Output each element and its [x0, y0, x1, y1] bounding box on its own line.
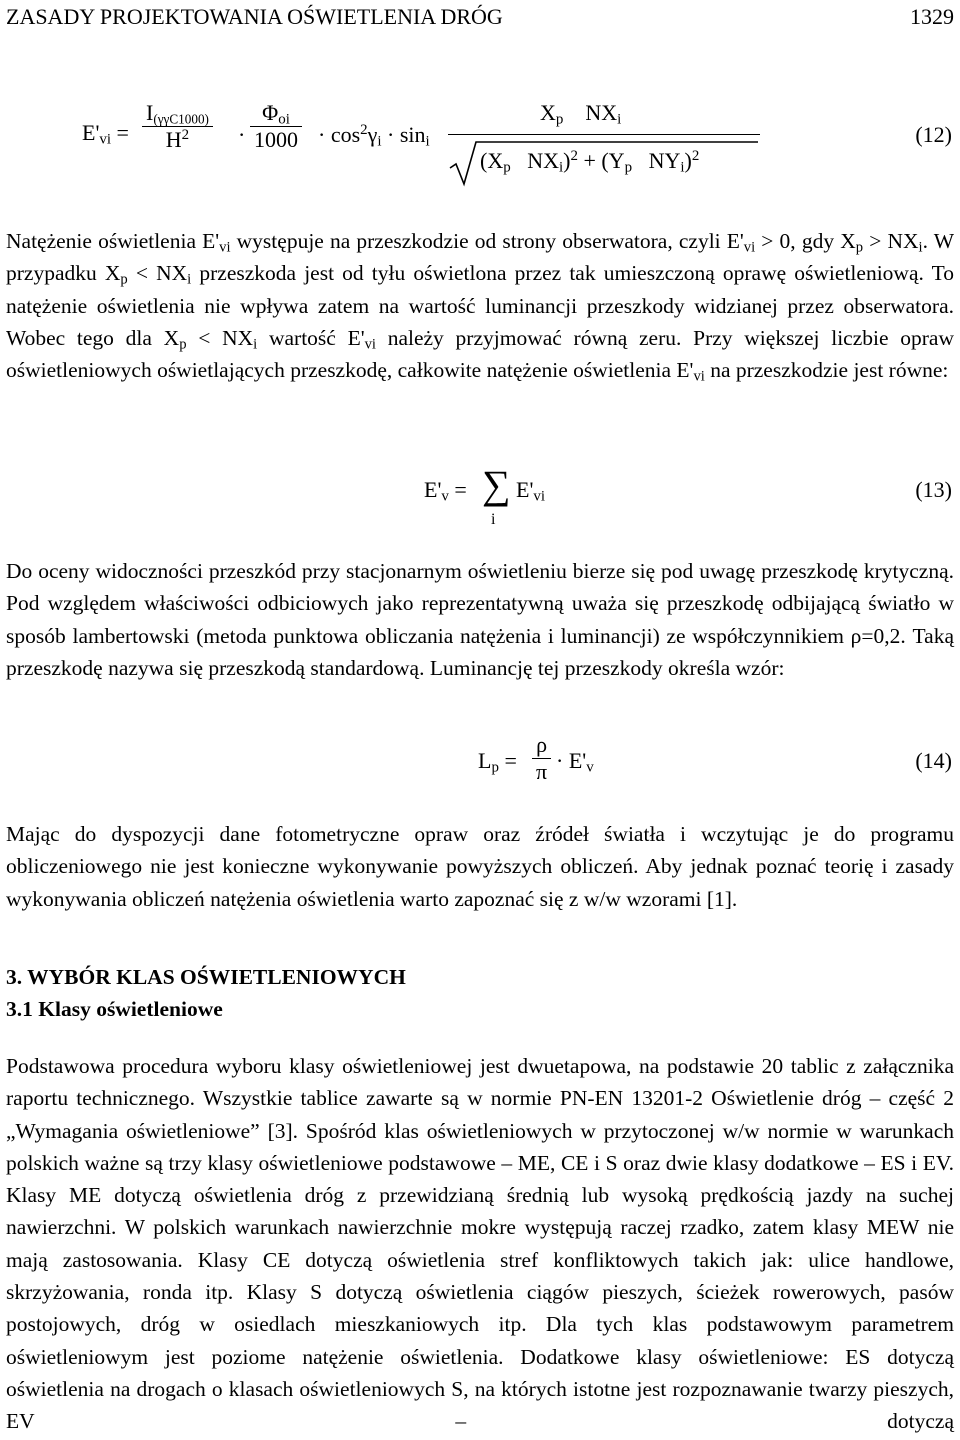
equation-number-14: (14): [915, 748, 952, 773]
equation-14: [0, 728, 960, 798]
equation-13: [0, 462, 960, 535]
eq12-fraction-bar: [448, 134, 760, 135]
paragraph-4: Podstawowa procedura wyboru klasy oświetleniowej jest dwuetapowa, na podstawie 20 tablic z załącznika raportu technicznego. Wszystkie tablice zawarte są w normie PN-EN 13201-2 Oświetlenie dróg – część 2 „Wymagania oświetleniowe” [3]. Spośród klas oświetleniowych w przytoczonej w/w normie w warunkach polskich ważne są trzy klasy oświetleniowe podstawowe – ME, CE i S oraz dwie klasy dodatkowe – ES i EV. Klasy ME dotyczą oświetlenia dróg z przewidzianą średnią lub wysoką prędkością jazdy na suchej nawierzchni. W polskich warunkach nawierzchnie mokre występują raczej rzadko, zatem klasy MEW nie mają zastosowania. Klasy CE dotyczą oświetlenia stref konfliktowych takich jak: ulice handlowe, skrzyżowania, ronda itp. Klasy S dotyczą oświetlenia ciągów pieszych, ścieżek rowerowych, pasów postojowych, dróg w osiedlach mieszkaniowych itp. Dla tych klas podstawowym parametrem oświetleniowym jest poziome natężenie oświetlenia. Dodatkowe klasy oświetleniowe: ES dotyczą oświetlenia na drogach o klasach oświetleniowych S, na których istotne jest rozpoznawanie twarzy pieszych, EV – dotyczą: [6, 1054, 954, 1434]
paragraph-3: Mając do dyspozycji dane fotometryczne opraw oraz źródeł światła i wczytując je do programu obliczeniowego nie jest konieczne wykonywanie powyższych obliczeń. Aby jednak poznać teorię i zasady wykonywania obliczeń natężenia oświetlenia warto zapoznać się z w/w wzorami [1].: [6, 822, 954, 911]
equation-12: [0, 92, 960, 202]
eq12-denominator: ($X_p$ $NX_i)^2 + (Y_p$ $NY_i)^2$: [480, 147, 700, 176]
eq14-rhs: · $E'_v$: [556, 748, 594, 776]
running-header: [6, 4, 954, 32]
equation-number-12: (12): [915, 122, 952, 147]
eq14-lhs: $L_p$ =: [478, 748, 517, 776]
eq12-frac1: $\frac{I_{(\gamma\gamma C1000)}}{H^2}$: [142, 100, 213, 153]
paragraph-1: Natężenie oświetlenia $E'_{vi}$ występuje na przeszkodzie od strony obserwatora, czyli $E'_{vi} > 0$, gdy $X_p > NX_i$. W przypadku $X_p < NX_i$ przeszkoda jest od tyłu oświetlona przez tak umieszczoną oprawę oświetleniową. To natężenie oświetlenia nie wpływa zatem na wartość luminancji przeszkody widzianej przez obserwatora. Wobec tego dla $X_p < NX_i$ wartość $E'_{vi}$ należy przyjmować równą zeru. Przy większej liczbie opraw oświetleniowych oświetlających przeszkodę, całkowite natężenie oświetlenia $E'_{vi}$ na przeszkodzie jest równe:: [6, 229, 955, 385]
eq12-numerator: $X_p$ $NX_i$: [540, 100, 622, 128]
eq13-lhs: $E'_v$ =: [424, 477, 467, 505]
eq12-lhs: $E'_{vi}$ =: [82, 120, 129, 148]
eq14-frac: $\frac{\rho}{\pi}$: [532, 732, 551, 785]
subsection-heading: 3.1 Klasy oświetleniowe: [6, 997, 223, 1021]
section-heading: 3. WYBÓR KLAS OŚWIETLENIOWYCH: [6, 965, 406, 989]
header-title: ZASADY PROJEKTOWANIA OŚWIETLENIA DRÓG: [6, 4, 503, 29]
paragraph-2: Do oceny widoczności przeszkód przy stacjonarnym oświetleniu bierze się pod uwagę przeszkodę krytyczną. Pod względem właściwości odbiciowych jako reprezentatywną uważa się przeszkodę odbijającą światło w sposób lambertowski (metoda punktowa obliczania natężenia i luminancji) ze współczynnikiem ρ=0,2. Taką przeszkodę nazywa się przeszkodą standardową. Luminancję tej przeszkody określa wzór:: [6, 559, 954, 680]
eq12-trig: · $\cos^2\gamma_i \cdot \sin_i$: [318, 121, 430, 150]
eq13-rhs: $E'_{vi}$: [516, 477, 546, 505]
equation-number-13: (13): [915, 477, 952, 502]
eq12-dot1: ·: [238, 122, 246, 147]
page-number: 1329: [910, 4, 954, 29]
eq12-frac2: $\frac{\Phi_{oi}}{1000}$: [250, 100, 302, 153]
eq13-sum-index: i: [491, 511, 496, 528]
sum-symbol-icon: ∑: [482, 462, 511, 507]
